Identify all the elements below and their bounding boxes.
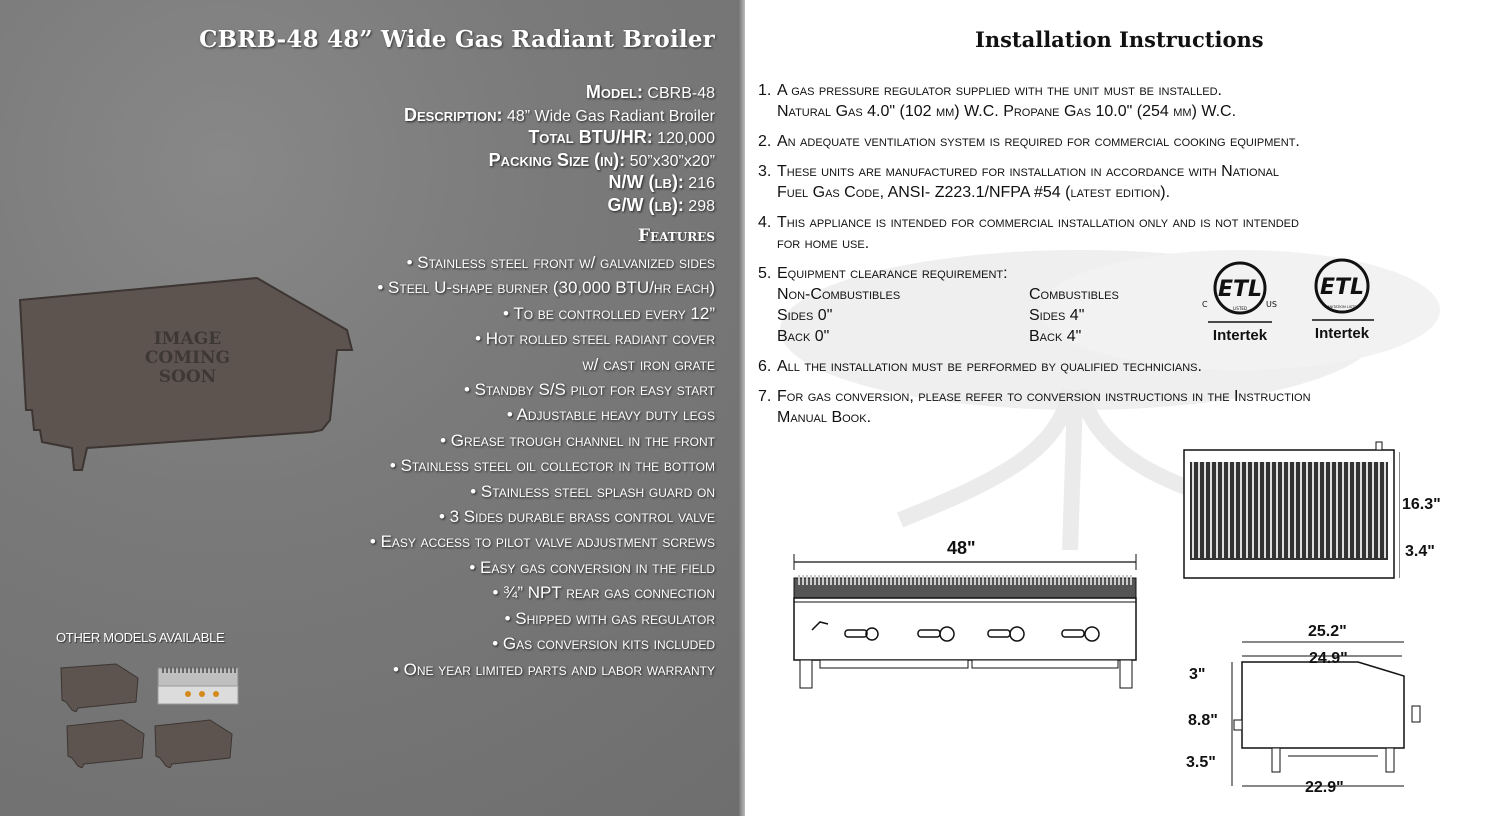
svg-text:Intertek: Intertek — [1212, 327, 1268, 344]
feature-item: • ¾” NPT rear gas connection — [492, 583, 715, 603]
instruction-item: 7. For gas conversion, please refer to conversion instructions in the Instruction Manual Book. — [758, 388, 1311, 426]
spec-model: Model: CBRB-48 — [585, 82, 715, 102]
spec-net-weight: N/W (lb): 216 — [608, 172, 715, 192]
svg-text:C: C — [1202, 300, 1208, 309]
spec-gross-weight: G/W (lb): 298 — [607, 194, 715, 215]
feature-item: • One year limited parts and labor warranty — [392, 659, 715, 679]
product-title: CBRB-48 48” Wide Gas Radiant Broiler — [199, 26, 715, 53]
dim-height-top: 3" — [1189, 666, 1206, 683]
dim-splash-height: 3.4" — [1405, 543, 1435, 560]
features-list — [370, 250, 715, 682]
spec-btu: Total BTU/HR: 120,000 — [528, 127, 715, 147]
etl-listed-logo — [1196, 260, 1284, 348]
feature-item: w/ cast iron grate — [582, 354, 715, 374]
feature-item: • Adjustable heavy duty legs — [506, 405, 715, 425]
clearance-table: Non-Combustibles Combustibles Sides 0" Sides 4" Back 0" Back 4" — [777, 286, 1119, 345]
svg-text:SANITATION LISTED: SANITATION LISTED — [1324, 305, 1360, 309]
svg-text:ETL: ETL — [1319, 275, 1365, 300]
feature-item: • Stainless steel oil collector in the bottom — [389, 456, 715, 476]
instruction-item: 3. These units are manufactured for installation in accordance with National Fuel Gas Code, ANSI- Z223.1/NFPA #54 (latest edition). — [758, 163, 1279, 201]
svg-text:Intertek: Intertek — [1314, 325, 1370, 342]
feature-item: • Easy access to pilot valve adjustment screws — [369, 532, 715, 552]
spec-packing-size: Packing Size (in): 50”x30”x20” — [488, 149, 715, 170]
spec-list — [404, 82, 715, 217]
clearance-item: 5. Equipment clearance requirement: Non-Combustibles Combustibles Sides 0" Sides 4" Back 0" Back 4" — [758, 263, 1483, 347]
feature-item: • Steel U-shape burner (30,000 BTU/hr each) — [377, 278, 715, 298]
features-heading: Features — [637, 226, 715, 246]
feature-item: • Hot rolled steel radiant cover — [475, 329, 715, 349]
feature-item: • Standby S/S pilot for easy start — [463, 380, 715, 400]
feature-item: • Stainless steel front w/ galvanized sides — [406, 253, 715, 272]
dim-front-width: 48" — [947, 538, 976, 558]
side-view-drawing — [1180, 440, 1400, 585]
feature-item: • To be controlled every 12” — [502, 303, 715, 323]
feature-item: • Stainless steel splash guard on — [470, 481, 715, 501]
other-models-label: OTHER MODELS AVAILABLE — [56, 630, 225, 645]
feature-item: • Grease trough channel in the front — [440, 430, 715, 450]
other-model-thumb-photo[interactable] — [152, 664, 242, 710]
feature-item: • Easy gas conversion in the field — [469, 557, 715, 577]
other-model-thumb[interactable] — [58, 662, 140, 712]
svg-text:LISTED: LISTED — [1233, 306, 1247, 311]
installation-title: Installation Instructions — [975, 27, 1264, 52]
dim-bottom-depth: 22.9" — [1305, 779, 1344, 796]
svg-text:US: US — [1266, 300, 1277, 309]
instruction-item: 2. An adequate ventilation system is required for commercial cooking equipment. — [758, 133, 1300, 150]
other-model-thumb[interactable] — [152, 718, 234, 768]
feature-item: • Gas conversion kits included — [492, 634, 715, 654]
dim-top-depth-inner: 24.9" — [1309, 650, 1348, 667]
spec-description: Description: 48” Wide Gas Radiant Broiler — [404, 104, 715, 125]
dim-side-height: 16.3" — [1402, 496, 1441, 513]
dim-top-depth-outer: 25.2" — [1308, 623, 1347, 640]
feature-item: • 3 Sides durable brass control valve — [438, 507, 715, 527]
instruction-item: 4. This appliance is intended for commercial installation only and is not intended for home use. — [758, 214, 1299, 252]
front-view-drawing — [790, 548, 1140, 693]
instruction-item: 1. A gas pressure regulator supplied with the unit must be installed. Natural Gas 4.0" (102 mm) W.C. Propane Gas 10.0" (254 mm) W.C. — [758, 82, 1237, 120]
instruction-item: 6. All the installation must be performed by qualified technicians. — [758, 358, 1202, 375]
dim-leg-height: 3.5" — [1186, 754, 1216, 771]
dim-height-mid: 8.8" — [1188, 712, 1218, 729]
svg-text:ETL: ETL — [1217, 277, 1263, 302]
image-coming-soon-label: IMAGE COMING SOON — [144, 329, 231, 387]
etl-sanitation-logo — [1300, 258, 1388, 346]
feature-item: • Shipped with gas regulator — [504, 608, 715, 628]
other-model-thumb[interactable] — [64, 718, 146, 768]
